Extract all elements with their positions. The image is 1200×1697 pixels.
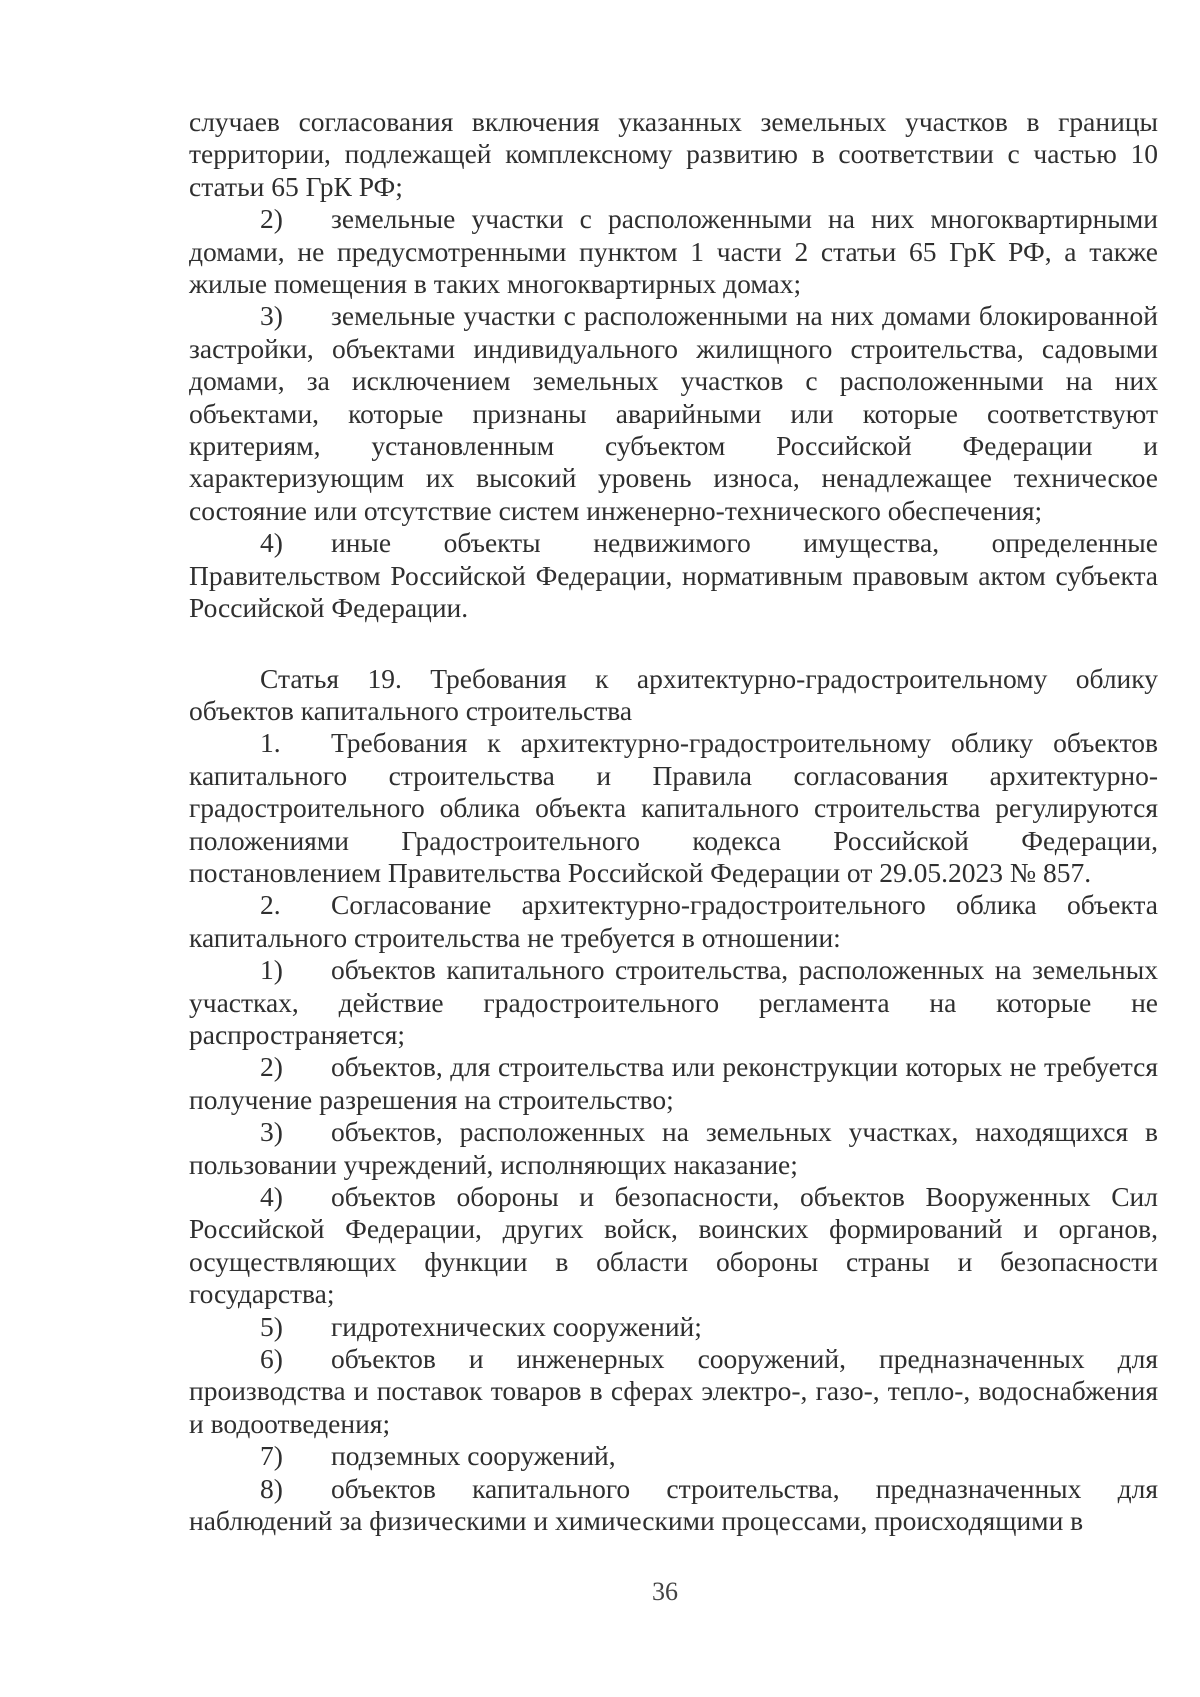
list-item bbox=[189, 1311, 1158, 1343]
list-item-text: Требования к архитектурно-градостроительному облику объектов капитального строительства и Правила согласования архитектурно-градостроительного облика объекта капитального строительства регулируются положениями Градостроительного кодекса Российской Федерации, постановлением Правительства Российской Федерации от 29.05.2023 № 857. bbox=[189, 727, 1158, 888]
list-item-number: 6) bbox=[260, 1343, 283, 1375]
list-item-text: подземных сооружений, bbox=[331, 1440, 616, 1472]
page-number: 36 bbox=[652, 1577, 678, 1606]
list-item-text: объектов капитального строительства, предназначенных для наблюдений за физическими и химическими процессами, происходящими в bbox=[189, 1472, 1158, 1537]
list-item-number: 2. bbox=[260, 889, 281, 921]
list-item bbox=[189, 300, 1158, 527]
list-item-number: 8) bbox=[260, 1472, 283, 1504]
list-item-number: 1. bbox=[260, 727, 281, 759]
list-item bbox=[189, 1181, 1158, 1311]
list-item-text: иные объекты недвижимого имущества, определенные Правительством Российской Федерации, нормативным правовым актом субъекта Российской Федерации. bbox=[189, 527, 1158, 624]
list-item-number: 5) bbox=[260, 1310, 283, 1342]
list-item-text: объектов, расположенных на земельных участках, находящихся в пользовании учреждений, исполняющих наказание; bbox=[189, 1116, 1158, 1180]
list-item-number: 1) bbox=[260, 954, 283, 986]
list-item-number: 3) bbox=[260, 1116, 283, 1148]
list-item bbox=[189, 203, 1158, 300]
list-item-number: 2) bbox=[260, 1051, 283, 1083]
list-item-number: 7) bbox=[260, 1440, 283, 1472]
list-item-text: объектов капитального строительства, расположенных на земельных участках, действие градостроительного регламента на которые не распространяется; bbox=[189, 954, 1158, 1050]
list-item bbox=[189, 1343, 1158, 1440]
list-item bbox=[189, 1440, 1158, 1472]
list-item-text: объектов и инженерных сооружений, предназначенных для производства и поставок товаров в сферах электро-, газо-, тепло-, водоснабжения и водоотведения; bbox=[189, 1343, 1158, 1439]
list-item bbox=[189, 954, 1158, 1051]
document-body bbox=[189, 106, 1158, 1537]
list-item-text: гидротехнических сооружений; bbox=[331, 1310, 702, 1342]
list-item bbox=[189, 1116, 1158, 1181]
list-item-number: 4) bbox=[260, 1181, 283, 1212]
list-item-number: 4) bbox=[260, 527, 283, 559]
list-item-number: 3) bbox=[260, 300, 283, 332]
article-heading-text: Статья 19. Требования к архитектурно-градостроительному облику объектов капитального строительства bbox=[189, 662, 1158, 726]
list-item bbox=[189, 1473, 1158, 1538]
list-item bbox=[189, 727, 1158, 889]
article-heading bbox=[189, 663, 1158, 728]
list-item-number: 2) bbox=[260, 203, 283, 235]
list-item bbox=[189, 889, 1158, 954]
list-item-text: объектов обороны и безопасности, объектов Вооруженных Сил Российской Федерации, других войск, воинских формирований и органов, осуществляющих функции в области обороны страны и безопасности государства; bbox=[189, 1181, 1158, 1310]
paragraph-continuation bbox=[189, 106, 1158, 203]
list-item-text: Согласование архитектурно-градостроительного облика объекта капитального строительства не требуется в отношении: bbox=[189, 889, 1158, 953]
list-item-text: земельные участки с расположенными на них домами блокированной застройки, объектами индивидуального жилищного строительства, садовыми домами, за исключением земельных участков с расположенными на них объектами, которые признаны аварийными или которые соответствуют критериям, установленным субъектом Российской Федерации и характеризующим их высокий уровень износа, ненадлежащее техническое состояние или отсутствие систем инженерно-технического обеспечения; bbox=[189, 300, 1158, 526]
list-item-text: объектов, для строительства или реконструкции которых не требуется получение разрешения на строительство; bbox=[189, 1051, 1158, 1115]
list-item bbox=[189, 527, 1158, 624]
list-item-text: земельные участки с расположенными на них многоквартирными домами, не предусмотренными пунктом 1 части 2 статьи 65 ГрК РФ, а также жилые помещения в таких многоквартирных домах; bbox=[189, 203, 1158, 300]
list-item bbox=[189, 1051, 1158, 1116]
paragraph-text: случаев согласования включения указанных земельных участков в границы территории, подлежащей комплексному развитию в соответствии с частью 10 статьи 65 ГрК РФ; bbox=[189, 106, 1158, 202]
